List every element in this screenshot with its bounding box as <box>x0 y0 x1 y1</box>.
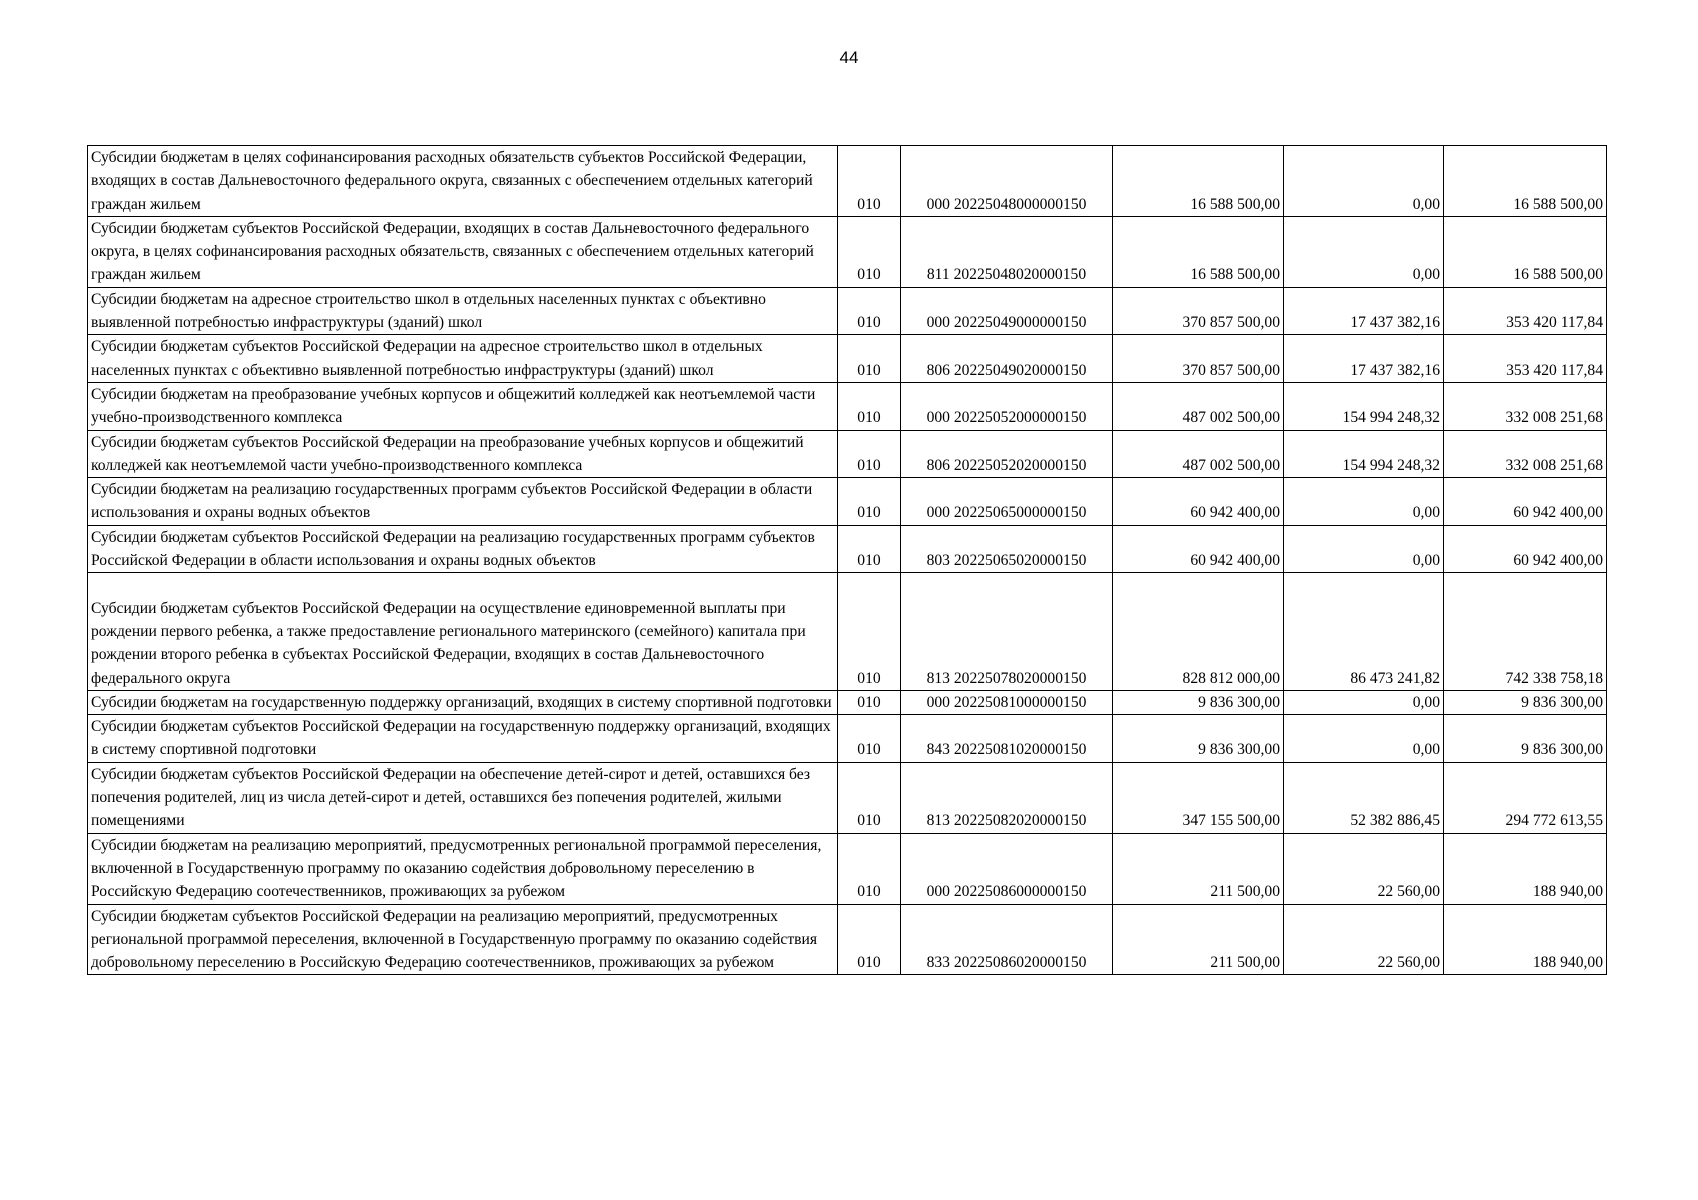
budget-classification-code-cell <box>901 216 1113 287</box>
admin-code-text: 010 <box>857 883 881 901</box>
budget-classification-code-text: 000 20225048000000150 <box>926 195 1087 213</box>
executed-amount-cell <box>1284 690 1444 714</box>
admin-code-cell <box>838 287 901 335</box>
income-name-text: Субсидии бюджетам субъектов Российской Федерации на адресное строительство школ в отдельных населенных пунктах с объективно выявленной потребностью инфраструктуры (зданий) школ <box>91 338 763 379</box>
income-name-cell <box>88 382 838 430</box>
unexecuted-amount-text: 188 940,00 <box>1532 883 1603 901</box>
budget-classification-code-text: 000 20225086000000150 <box>926 883 1087 901</box>
executed-amount-text: 0,00 <box>1412 552 1440 570</box>
admin-code-text: 010 <box>857 195 881 213</box>
budget-classification-code-text: 811 20225048020000150 <box>926 266 1087 284</box>
unexecuted-amount-cell <box>1444 335 1607 383</box>
admin-code-text: 010 <box>857 409 881 427</box>
approved-amount-text: 60 942 400,00 <box>1190 552 1280 570</box>
admin-code-text: 010 <box>857 669 881 687</box>
approved-amount-text: 487 002 500,00 <box>1182 409 1280 427</box>
executed-amount-cell <box>1284 335 1444 383</box>
executed-amount-cell <box>1284 833 1444 904</box>
approved-amount-text: 370 857 500,00 <box>1182 314 1280 332</box>
approved-amount-text: 828 812 000,00 <box>1182 669 1280 687</box>
budget-classification-code-cell <box>901 833 1113 904</box>
budget-classification-code-text: 813 20225082020000150 <box>926 812 1087 830</box>
unexecuted-amount-text: 188 940,00 <box>1532 954 1603 972</box>
table-row <box>88 525 1607 573</box>
table-row <box>88 690 1607 714</box>
executed-amount-cell <box>1284 478 1444 526</box>
income-name-text: Субсидии бюджетам на государственную поддержку организаций, входящих в систему спортивной подготовки <box>91 693 832 711</box>
admin-code-cell <box>838 478 901 526</box>
budget-execution-table <box>87 145 1607 975</box>
table-row <box>88 287 1607 335</box>
approved-amount-cell <box>1113 715 1284 763</box>
executed-amount-cell <box>1284 573 1444 690</box>
executed-amount-cell <box>1284 216 1444 287</box>
budget-classification-code-cell <box>901 382 1113 430</box>
budget-classification-code-cell <box>901 287 1113 335</box>
unexecuted-amount-cell <box>1444 762 1607 833</box>
admin-code-cell <box>838 690 901 714</box>
admin-code-text: 010 <box>857 314 881 332</box>
admin-code-text: 010 <box>857 552 881 570</box>
executed-amount-text: 0,00 <box>1412 504 1440 522</box>
admin-code-cell <box>838 382 901 430</box>
unexecuted-amount-cell <box>1444 216 1607 287</box>
budget-classification-code-cell <box>901 146 1113 217</box>
income-name-cell <box>88 573 838 690</box>
admin-code-cell <box>838 146 901 217</box>
admin-code-cell <box>838 525 901 573</box>
unexecuted-amount-cell <box>1444 287 1607 335</box>
approved-amount-text: 370 857 500,00 <box>1182 361 1280 379</box>
income-name-text: Субсидии бюджетам субъектов Российской Федерации на преобразование учебных корпусов и общежитий колледжей как неотъемлемой части учебно-производственного комплекса <box>91 433 804 474</box>
approved-amount-text: 16 588 500,00 <box>1190 195 1280 213</box>
admin-code-text: 010 <box>857 456 881 474</box>
income-name-text: Субсидии бюджетам субъектов Российской Федерации на обеспечение детей-сирот и детей, оставшихся без попечения родителей, лиц из числа детей-сирот и детей, оставшихся без попечения родителей, жилыми помещениями <box>91 765 811 830</box>
approved-amount-cell <box>1113 287 1284 335</box>
approved-amount-cell <box>1113 573 1284 690</box>
admin-code-text: 010 <box>857 693 881 711</box>
admin-code-cell <box>838 573 901 690</box>
executed-amount-cell <box>1284 287 1444 335</box>
income-name-text: Субсидии бюджетам субъектов Российской Федерации на реализацию государственных программ субъектов Российской Федерации в области использования и охраны водных объектов <box>91 528 815 570</box>
table-row <box>88 478 1607 526</box>
income-name-text: Субсидии бюджетам на адресное строительство школ в отдельных населенных пунктах с объективно выявленной потребностью инфраструктуры (зданий) школ <box>91 290 766 332</box>
income-name-text: Субсидии бюджетам в целях софинансирования расходных обязательств субъектов Российской Федерации, входящих в состав Дальневосточного федерального округа, связанных с обеспечением отдельных категорий граждан жильем <box>91 149 813 213</box>
table-row <box>88 430 1607 478</box>
unexecuted-amount-cell <box>1444 904 1607 975</box>
unexecuted-amount-text: 294 772 613,55 <box>1505 812 1603 830</box>
table-row <box>88 573 1607 690</box>
executed-amount-text: 154 994 248,32 <box>1342 456 1440 474</box>
executed-amount-text: 52 382 886,45 <box>1350 812 1440 830</box>
unexecuted-amount-text: 332 008 251,68 <box>1505 456 1603 474</box>
executed-amount-text: 0,00 <box>1412 693 1440 711</box>
unexecuted-amount-text: 9 836 300,00 <box>1521 741 1603 759</box>
unexecuted-amount-cell <box>1444 690 1607 714</box>
executed-amount-text: 0,00 <box>1412 266 1440 284</box>
approved-amount-cell <box>1113 833 1284 904</box>
table-row <box>88 904 1607 975</box>
budget-classification-code-text: 813 20225078020000150 <box>926 669 1087 687</box>
approved-amount-text: 211 500,00 <box>1210 954 1280 972</box>
executed-amount-cell <box>1284 904 1444 975</box>
approved-amount-cell <box>1113 525 1284 573</box>
admin-code-text: 010 <box>857 954 881 972</box>
admin-code-cell <box>838 762 901 833</box>
budget-classification-code-text: 803 20225065020000150 <box>926 552 1087 570</box>
income-name-text: Субсидии бюджетам субъектов Российской Федерации на государственную поддержку организаций, входящих в систему спортивной подготовки <box>91 718 831 759</box>
unexecuted-amount-cell <box>1444 715 1607 763</box>
executed-amount-text: 154 994 248,32 <box>1342 409 1440 427</box>
unexecuted-amount-cell <box>1444 573 1607 690</box>
unexecuted-amount-text: 60 942 400,00 <box>1513 504 1603 522</box>
income-name-cell <box>88 146 838 217</box>
approved-amount-text: 9 836 300,00 <box>1198 741 1280 759</box>
table-body <box>88 146 1607 975</box>
table-row <box>88 146 1607 217</box>
approved-amount-text: 9 836 300,00 <box>1198 693 1280 711</box>
budget-classification-code-cell <box>901 762 1113 833</box>
unexecuted-amount-cell <box>1444 833 1607 904</box>
approved-amount-cell <box>1113 904 1284 975</box>
approved-amount-text: 211 500,00 <box>1210 883 1280 901</box>
approved-amount-cell <box>1113 430 1284 478</box>
unexecuted-amount-cell <box>1444 382 1607 430</box>
approved-amount-cell <box>1113 335 1284 383</box>
budget-classification-code-text: 000 20225081000000150 <box>926 693 1087 711</box>
budget-classification-code-text: 833 20225086020000150 <box>926 954 1087 972</box>
table-row <box>88 715 1607 763</box>
budget-classification-code-cell <box>901 690 1113 714</box>
budget-classification-code-text: 806 20225052020000150 <box>926 456 1087 474</box>
unexecuted-amount-text: 9 836 300,00 <box>1521 693 1603 711</box>
admin-code-text: 010 <box>857 812 881 830</box>
budget-classification-code-cell <box>901 478 1113 526</box>
executed-amount-cell <box>1284 382 1444 430</box>
budget-classification-code-text: 806 20225049020000150 <box>926 361 1087 379</box>
executed-amount-text: 22 560,00 <box>1377 883 1440 901</box>
unexecuted-amount-text: 16 588 500,00 <box>1513 195 1603 213</box>
admin-code-text: 010 <box>857 504 881 522</box>
unexecuted-amount-text: 353 420 117,84 <box>1506 361 1603 379</box>
table-row <box>88 216 1607 287</box>
income-name-text: Субсидии бюджетам субъектов Российской Федерации, входящих в состав Дальневосточного федерального округа, в целях софинансирования расходных обязательств, связанных с обеспечением отдельных категорий граждан жильем <box>91 219 814 284</box>
admin-code-cell <box>838 833 901 904</box>
income-name-cell <box>88 904 838 975</box>
admin-code-cell <box>838 715 901 763</box>
executed-amount-text: 86 473 241,82 <box>1350 669 1440 687</box>
income-name-cell <box>88 715 838 763</box>
budget-classification-code-cell <box>901 335 1113 383</box>
unexecuted-amount-cell <box>1444 525 1607 573</box>
unexecuted-amount-text: 332 008 251,68 <box>1505 409 1603 427</box>
income-name-cell <box>88 430 838 478</box>
approved-amount-cell <box>1113 382 1284 430</box>
income-name-cell <box>88 833 838 904</box>
budget-classification-code-text: 000 20225052000000150 <box>926 409 1087 427</box>
income-name-cell <box>88 762 838 833</box>
page-number: 44 <box>839 48 859 67</box>
income-name-text: Субсидии бюджетам субъектов Российской Федерации на осуществление единовременной выплаты при рождении первого ребенка, а также предоставление регионального материнского (семейного) капитала при рождении второго ребенка в субъектах Российской Федерации, входящих в состав Дальневосточного федерального округа <box>91 599 806 687</box>
admin-code-text: 010 <box>857 266 881 284</box>
income-name-cell <box>88 335 838 383</box>
income-name-cell <box>88 287 838 335</box>
budget-classification-code-cell <box>901 904 1113 975</box>
executed-amount-cell <box>1284 430 1444 478</box>
budget-classification-code-text: 000 20225065000000150 <box>926 504 1087 522</box>
income-name-cell <box>88 690 838 714</box>
approved-amount-cell <box>1113 478 1284 526</box>
income-name-cell <box>88 525 838 573</box>
admin-code-cell <box>838 216 901 287</box>
budget-classification-code-cell <box>901 525 1113 573</box>
admin-code-text: 010 <box>857 361 881 379</box>
budget-classification-code-cell <box>901 430 1113 478</box>
admin-code-text: 010 <box>857 741 881 759</box>
unexecuted-amount-text: 742 338 758,18 <box>1505 669 1603 687</box>
admin-code-cell <box>838 335 901 383</box>
executed-amount-text: 17 437 382,16 <box>1350 314 1440 332</box>
approved-amount-cell <box>1113 762 1284 833</box>
approved-amount-text: 487 002 500,00 <box>1182 456 1280 474</box>
executed-amount-text: 0,00 <box>1412 195 1440 213</box>
table-row <box>88 762 1607 833</box>
table-row <box>88 382 1607 430</box>
unexecuted-amount-text: 353 420 117,84 <box>1506 314 1603 332</box>
approved-amount-text: 60 942 400,00 <box>1190 504 1280 522</box>
approved-amount-cell <box>1113 216 1284 287</box>
unexecuted-amount-cell <box>1444 146 1607 217</box>
executed-amount-cell <box>1284 715 1444 763</box>
income-name-text: Субсидии бюджетам на преобразование учебных корпусов и общежитий колледжей как неотъемлемой части учебно-производственного комплекса <box>91 385 816 427</box>
income-name-text: Субсидии бюджетам на реализацию государственных программ субъектов Российской Федерации в области использования и охраны водных объектов <box>91 481 813 522</box>
executed-amount-cell <box>1284 146 1444 217</box>
approved-amount-text: 347 155 500,00 <box>1182 812 1280 830</box>
income-name-cell <box>88 478 838 526</box>
approved-amount-cell <box>1113 690 1284 714</box>
approved-amount-cell <box>1113 146 1284 217</box>
budget-classification-code-cell <box>901 715 1113 763</box>
executed-amount-cell <box>1284 762 1444 833</box>
executed-amount-text: 0,00 <box>1412 741 1440 759</box>
table-row <box>88 335 1607 383</box>
unexecuted-amount-cell <box>1444 478 1607 526</box>
unexecuted-amount-text: 60 942 400,00 <box>1513 552 1603 570</box>
admin-code-cell <box>838 430 901 478</box>
budget-classification-code-cell <box>901 573 1113 690</box>
income-name-text: Субсидии бюджетам на реализацию мероприятий, предусмотренных региональной программой переселения, включенной в Государственную программу по оказанию содействия добровольному переселению в Российскую Федерацию соотечественников, проживающих за рубежом <box>91 836 822 901</box>
approved-amount-text: 16 588 500,00 <box>1190 266 1280 284</box>
executed-amount-text: 22 560,00 <box>1377 954 1440 972</box>
executed-amount-cell <box>1284 525 1444 573</box>
income-name-text: Субсидии бюджетам субъектов Российской Федерации на реализацию мероприятий, предусмотренных региональной программой переселения, включенной в Государственную программу по оказанию содействия добровольному переселению в Российскую Федерацию соотечественников, проживающих за рубежом <box>91 907 818 972</box>
budget-classification-code-text: 843 20225081020000150 <box>926 741 1087 759</box>
table-row <box>88 833 1607 904</box>
unexecuted-amount-cell <box>1444 430 1607 478</box>
budget-classification-code-text: 000 20225049000000150 <box>926 314 1087 332</box>
admin-code-cell <box>838 904 901 975</box>
income-name-cell <box>88 216 838 287</box>
unexecuted-amount-text: 16 588 500,00 <box>1513 266 1603 284</box>
executed-amount-text: 17 437 382,16 <box>1350 361 1440 379</box>
